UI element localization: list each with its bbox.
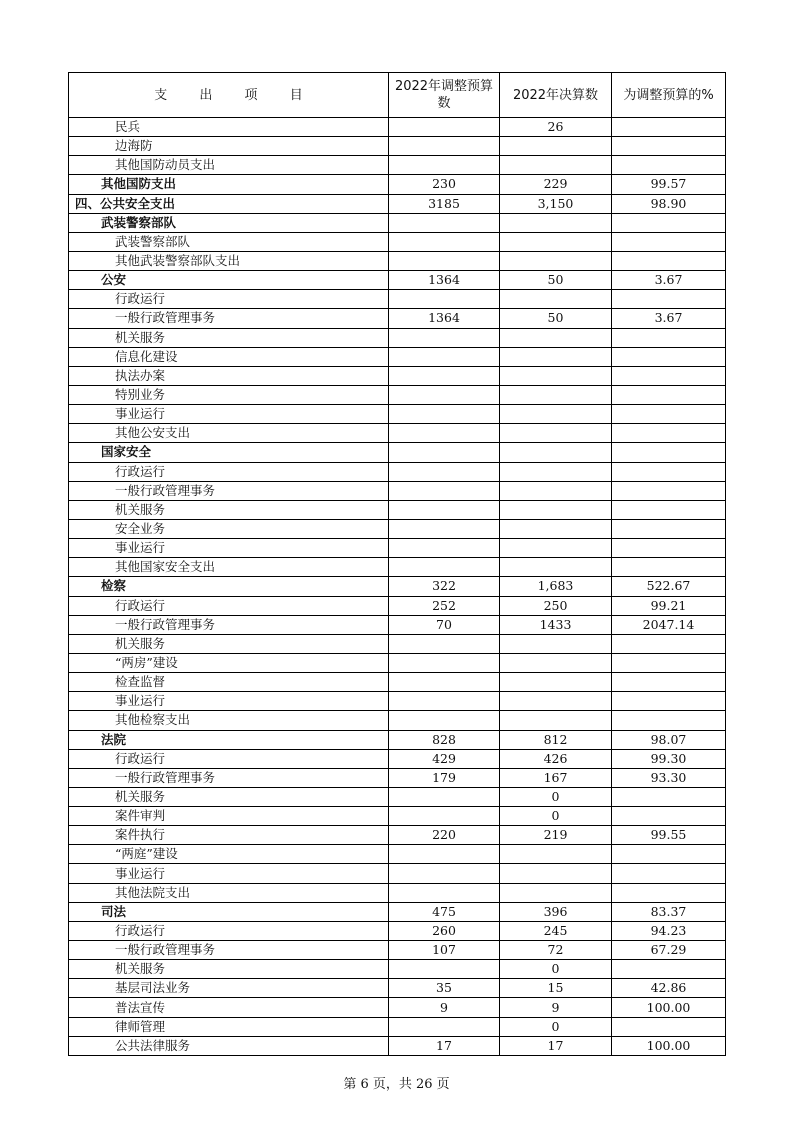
- row-adjusted-budget: [389, 462, 500, 481]
- row-adjusted-budget: 220: [389, 826, 500, 845]
- row-adjusted-budget: [389, 137, 500, 156]
- row-final-accounts: [500, 845, 612, 864]
- row-label: 法院: [69, 730, 389, 749]
- table-row: [69, 711, 726, 730]
- row-label: 其他武装警察部队支出: [69, 251, 389, 270]
- table-row: [69, 615, 726, 634]
- row-percent: [612, 251, 726, 270]
- row-adjusted-budget: 107: [389, 941, 500, 960]
- row-final-accounts: [500, 692, 612, 711]
- table-row: [69, 883, 726, 902]
- row-final-accounts: [500, 213, 612, 232]
- table-row: [69, 309, 726, 328]
- row-final-accounts: 812: [500, 730, 612, 749]
- row-percent: [612, 500, 726, 519]
- table-row: [69, 405, 726, 424]
- row-final-accounts: [500, 385, 612, 404]
- row-percent: [612, 845, 726, 864]
- row-adjusted-budget: [389, 711, 500, 730]
- row-adjusted-budget: [389, 443, 500, 462]
- row-percent: [612, 424, 726, 443]
- row-percent: 67.29: [612, 941, 726, 960]
- row-percent: [612, 366, 726, 385]
- row-percent: 99.21: [612, 596, 726, 615]
- table-row: [69, 1017, 726, 1036]
- row-percent: [612, 711, 726, 730]
- row-percent: [612, 960, 726, 979]
- row-label: 一般行政管理事务: [69, 481, 389, 500]
- table-row: [69, 194, 726, 213]
- row-final-accounts: [500, 883, 612, 902]
- row-percent: 522.67: [612, 577, 726, 596]
- row-label: 检察: [69, 577, 389, 596]
- row-adjusted-budget: 475: [389, 902, 500, 921]
- row-adjusted-budget: 1364: [389, 309, 500, 328]
- table-row: [69, 692, 726, 711]
- row-final-accounts: 26: [500, 118, 612, 137]
- row-percent: [612, 462, 726, 481]
- row-adjusted-budget: [389, 232, 500, 251]
- row-final-accounts: 15: [500, 979, 612, 998]
- row-adjusted-budget: [389, 558, 500, 577]
- row-final-accounts: 167: [500, 768, 612, 787]
- header-adjusted-budget: 2022年调整预算数: [389, 73, 500, 118]
- row-adjusted-budget: [389, 864, 500, 883]
- row-percent: [612, 385, 726, 404]
- row-adjusted-budget: [389, 883, 500, 902]
- row-percent: 2047.14: [612, 615, 726, 634]
- row-adjusted-budget: 429: [389, 749, 500, 768]
- row-percent: [612, 156, 726, 175]
- table-row: [69, 845, 726, 864]
- budget-table: [68, 72, 726, 1056]
- row-label: 机关服务: [69, 787, 389, 806]
- row-percent: 94.23: [612, 921, 726, 940]
- row-adjusted-budget: [389, 634, 500, 653]
- row-final-accounts: 396: [500, 902, 612, 921]
- table-row: [69, 500, 726, 519]
- row-label: 一般行政管理事务: [69, 615, 389, 634]
- row-label: 其他国家安全支出: [69, 558, 389, 577]
- row-label: 其他法院支出: [69, 883, 389, 902]
- row-adjusted-budget: [389, 787, 500, 806]
- table-row: [69, 156, 726, 175]
- row-percent: 3.67: [612, 309, 726, 328]
- row-label: 四、公共安全支出: [69, 194, 389, 213]
- row-final-accounts: [500, 443, 612, 462]
- table-row: [69, 921, 726, 940]
- row-label: 检查监督: [69, 673, 389, 692]
- row-label: 执法办案: [69, 366, 389, 385]
- row-final-accounts: [500, 711, 612, 730]
- row-final-accounts: 17: [500, 1036, 612, 1055]
- row-final-accounts: 50: [500, 271, 612, 290]
- row-adjusted-budget: 179: [389, 768, 500, 787]
- row-percent: 98.90: [612, 194, 726, 213]
- row-final-accounts: 250: [500, 596, 612, 615]
- row-final-accounts: [500, 673, 612, 692]
- row-final-accounts: [500, 634, 612, 653]
- row-final-accounts: [500, 500, 612, 519]
- row-final-accounts: [500, 366, 612, 385]
- row-label: 国家安全: [69, 443, 389, 462]
- row-final-accounts: 0: [500, 787, 612, 806]
- row-label: 安全业务: [69, 519, 389, 538]
- row-percent: [612, 558, 726, 577]
- table-row: [69, 653, 726, 672]
- row-percent: 93.30: [612, 768, 726, 787]
- row-final-accounts: 0: [500, 807, 612, 826]
- row-label: 其他国防动员支出: [69, 156, 389, 175]
- row-adjusted-budget: [389, 290, 500, 309]
- row-label: 武装警察部队: [69, 232, 389, 251]
- row-adjusted-budget: [389, 213, 500, 232]
- table-row: [69, 941, 726, 960]
- row-final-accounts: [500, 481, 612, 500]
- row-final-accounts: [500, 405, 612, 424]
- row-label: 行政运行: [69, 596, 389, 615]
- row-final-accounts: [500, 156, 612, 175]
- row-adjusted-budget: 3185: [389, 194, 500, 213]
- row-adjusted-budget: 17: [389, 1036, 500, 1055]
- row-label: 公安: [69, 271, 389, 290]
- row-final-accounts: 426: [500, 749, 612, 768]
- row-label: 武装警察部队: [69, 213, 389, 232]
- header-percent-of-adjusted: 为调整预算的%: [612, 73, 726, 118]
- row-percent: 99.57: [612, 175, 726, 194]
- row-final-accounts: 1,683: [500, 577, 612, 596]
- row-final-accounts: [500, 558, 612, 577]
- row-percent: [612, 807, 726, 826]
- row-percent: [612, 519, 726, 538]
- row-final-accounts: 245: [500, 921, 612, 940]
- row-percent: [612, 137, 726, 156]
- table-row: [69, 251, 726, 270]
- row-percent: [612, 213, 726, 232]
- row-percent: 99.55: [612, 826, 726, 845]
- row-label: 其他公安支出: [69, 424, 389, 443]
- table-row: [69, 902, 726, 921]
- row-final-accounts: [500, 653, 612, 672]
- row-final-accounts: 229: [500, 175, 612, 194]
- row-label: 一般行政管理事务: [69, 768, 389, 787]
- table-row: [69, 290, 726, 309]
- row-adjusted-budget: [389, 807, 500, 826]
- table-row: [69, 118, 726, 137]
- row-adjusted-budget: [389, 673, 500, 692]
- table-row: [69, 462, 726, 481]
- row-percent: [612, 864, 726, 883]
- table-row: [69, 424, 726, 443]
- table-row: [69, 960, 726, 979]
- row-label: 案件审判: [69, 807, 389, 826]
- row-percent: [612, 653, 726, 672]
- table-row: [69, 749, 726, 768]
- row-percent: 83.37: [612, 902, 726, 921]
- row-label: “两房”建设: [69, 653, 389, 672]
- row-label: 公共法律服务: [69, 1036, 389, 1055]
- table-row: [69, 634, 726, 653]
- row-adjusted-budget: 1364: [389, 271, 500, 290]
- row-label: 事业运行: [69, 539, 389, 558]
- row-percent: [612, 481, 726, 500]
- row-final-accounts: 0: [500, 960, 612, 979]
- row-adjusted-budget: [389, 347, 500, 366]
- row-percent: [612, 692, 726, 711]
- row-final-accounts: 1433: [500, 615, 612, 634]
- row-final-accounts: [500, 137, 612, 156]
- row-label: 行政运行: [69, 749, 389, 768]
- row-percent: [612, 290, 726, 309]
- row-adjusted-budget: [389, 251, 500, 270]
- table-row: [69, 366, 726, 385]
- row-label: 一般行政管理事务: [69, 941, 389, 960]
- table-row: [69, 137, 726, 156]
- row-label: “两庭”建设: [69, 845, 389, 864]
- row-final-accounts: 9: [500, 998, 612, 1017]
- row-final-accounts: [500, 290, 612, 309]
- table-row: [69, 539, 726, 558]
- table-row: [69, 213, 726, 232]
- table-row: [69, 519, 726, 538]
- table-row: [69, 385, 726, 404]
- row-label: 信息化建设: [69, 347, 389, 366]
- row-label: 一般行政管理事务: [69, 309, 389, 328]
- row-percent: 100.00: [612, 998, 726, 1017]
- row-label: 行政运行: [69, 462, 389, 481]
- row-final-accounts: 50: [500, 309, 612, 328]
- row-adjusted-budget: 322: [389, 577, 500, 596]
- row-percent: 42.86: [612, 979, 726, 998]
- row-final-accounts: [500, 424, 612, 443]
- table-row: [69, 768, 726, 787]
- row-percent: [612, 405, 726, 424]
- table-row: [69, 979, 726, 998]
- page-footer: 第 6 页，共 26 页: [343, 1077, 450, 1092]
- row-final-accounts: [500, 864, 612, 883]
- row-adjusted-budget: 70: [389, 615, 500, 634]
- row-label: 行政运行: [69, 921, 389, 940]
- table-row: [69, 328, 726, 347]
- row-adjusted-budget: 9: [389, 998, 500, 1017]
- row-adjusted-budget: [389, 481, 500, 500]
- row-label: 律师管理: [69, 1017, 389, 1036]
- header-final-accounts: 2022年决算数: [500, 73, 612, 118]
- row-label: 机关服务: [69, 500, 389, 519]
- table-row: [69, 596, 726, 615]
- row-adjusted-budget: [389, 156, 500, 175]
- row-adjusted-budget: 252: [389, 596, 500, 615]
- row-label: 司法: [69, 902, 389, 921]
- row-label: 民兵: [69, 118, 389, 137]
- row-adjusted-budget: [389, 366, 500, 385]
- row-label: 普法宣传: [69, 998, 389, 1017]
- table-row: [69, 271, 726, 290]
- row-label: 边海防: [69, 137, 389, 156]
- table-row: [69, 175, 726, 194]
- row-percent: 98.07: [612, 730, 726, 749]
- row-label: 基层司法业务: [69, 979, 389, 998]
- row-label: 行政运行: [69, 290, 389, 309]
- row-percent: [612, 1017, 726, 1036]
- row-percent: [612, 232, 726, 251]
- row-final-accounts: [500, 519, 612, 538]
- row-percent: 100.00: [612, 1036, 726, 1055]
- table-row: [69, 577, 726, 596]
- row-label: 事业运行: [69, 405, 389, 424]
- row-final-accounts: [500, 251, 612, 270]
- table-row: [69, 864, 726, 883]
- row-percent: [612, 118, 726, 137]
- row-adjusted-budget: 35: [389, 979, 500, 998]
- row-percent: [612, 347, 726, 366]
- row-label: 机关服务: [69, 634, 389, 653]
- row-label: 案件执行: [69, 826, 389, 845]
- row-adjusted-budget: 828: [389, 730, 500, 749]
- row-percent: [612, 673, 726, 692]
- row-final-accounts: 0: [500, 1017, 612, 1036]
- row-percent: 99.30: [612, 749, 726, 768]
- row-adjusted-budget: [389, 653, 500, 672]
- row-label: 事业运行: [69, 864, 389, 883]
- row-label: 事业运行: [69, 692, 389, 711]
- row-adjusted-budget: 230: [389, 175, 500, 194]
- table-row: [69, 673, 726, 692]
- table-row: [69, 826, 726, 845]
- header-item: 支 出 项 目: [69, 73, 389, 118]
- row-final-accounts: [500, 328, 612, 347]
- row-final-accounts: [500, 347, 612, 366]
- table-header-row: [69, 73, 726, 118]
- row-adjusted-budget: [389, 424, 500, 443]
- row-adjusted-budget: [389, 500, 500, 519]
- row-adjusted-budget: 260: [389, 921, 500, 940]
- row-percent: [612, 634, 726, 653]
- row-label: 机关服务: [69, 960, 389, 979]
- row-adjusted-budget: [389, 692, 500, 711]
- row-final-accounts: 3,150: [500, 194, 612, 213]
- row-percent: 3.67: [612, 271, 726, 290]
- row-final-accounts: 219: [500, 826, 612, 845]
- table-row: [69, 232, 726, 251]
- row-label: 其他国防支出: [69, 175, 389, 194]
- table-row: [69, 443, 726, 462]
- row-adjusted-budget: [389, 118, 500, 137]
- row-adjusted-budget: [389, 845, 500, 864]
- row-final-accounts: [500, 232, 612, 251]
- table-row: [69, 730, 726, 749]
- row-final-accounts: [500, 462, 612, 481]
- row-adjusted-budget: [389, 539, 500, 558]
- row-percent: [612, 443, 726, 462]
- table-body: [69, 118, 726, 1056]
- row-percent: [612, 787, 726, 806]
- row-adjusted-budget: [389, 385, 500, 404]
- row-adjusted-budget: [389, 405, 500, 424]
- row-adjusted-budget: [389, 1017, 500, 1036]
- row-percent: [612, 883, 726, 902]
- row-label: 特别业务: [69, 385, 389, 404]
- row-adjusted-budget: [389, 960, 500, 979]
- row-percent: [612, 328, 726, 347]
- row-percent: [612, 539, 726, 558]
- table-row: [69, 787, 726, 806]
- row-final-accounts: 72: [500, 941, 612, 960]
- table-row: [69, 1036, 726, 1055]
- row-label: 其他检察支出: [69, 711, 389, 730]
- row-label: 机关服务: [69, 328, 389, 347]
- table-row: [69, 998, 726, 1017]
- table-row: [69, 347, 726, 366]
- table-row: [69, 481, 726, 500]
- row-final-accounts: [500, 539, 612, 558]
- table-row: [69, 807, 726, 826]
- row-adjusted-budget: [389, 328, 500, 347]
- row-adjusted-budget: [389, 519, 500, 538]
- table-row: [69, 558, 726, 577]
